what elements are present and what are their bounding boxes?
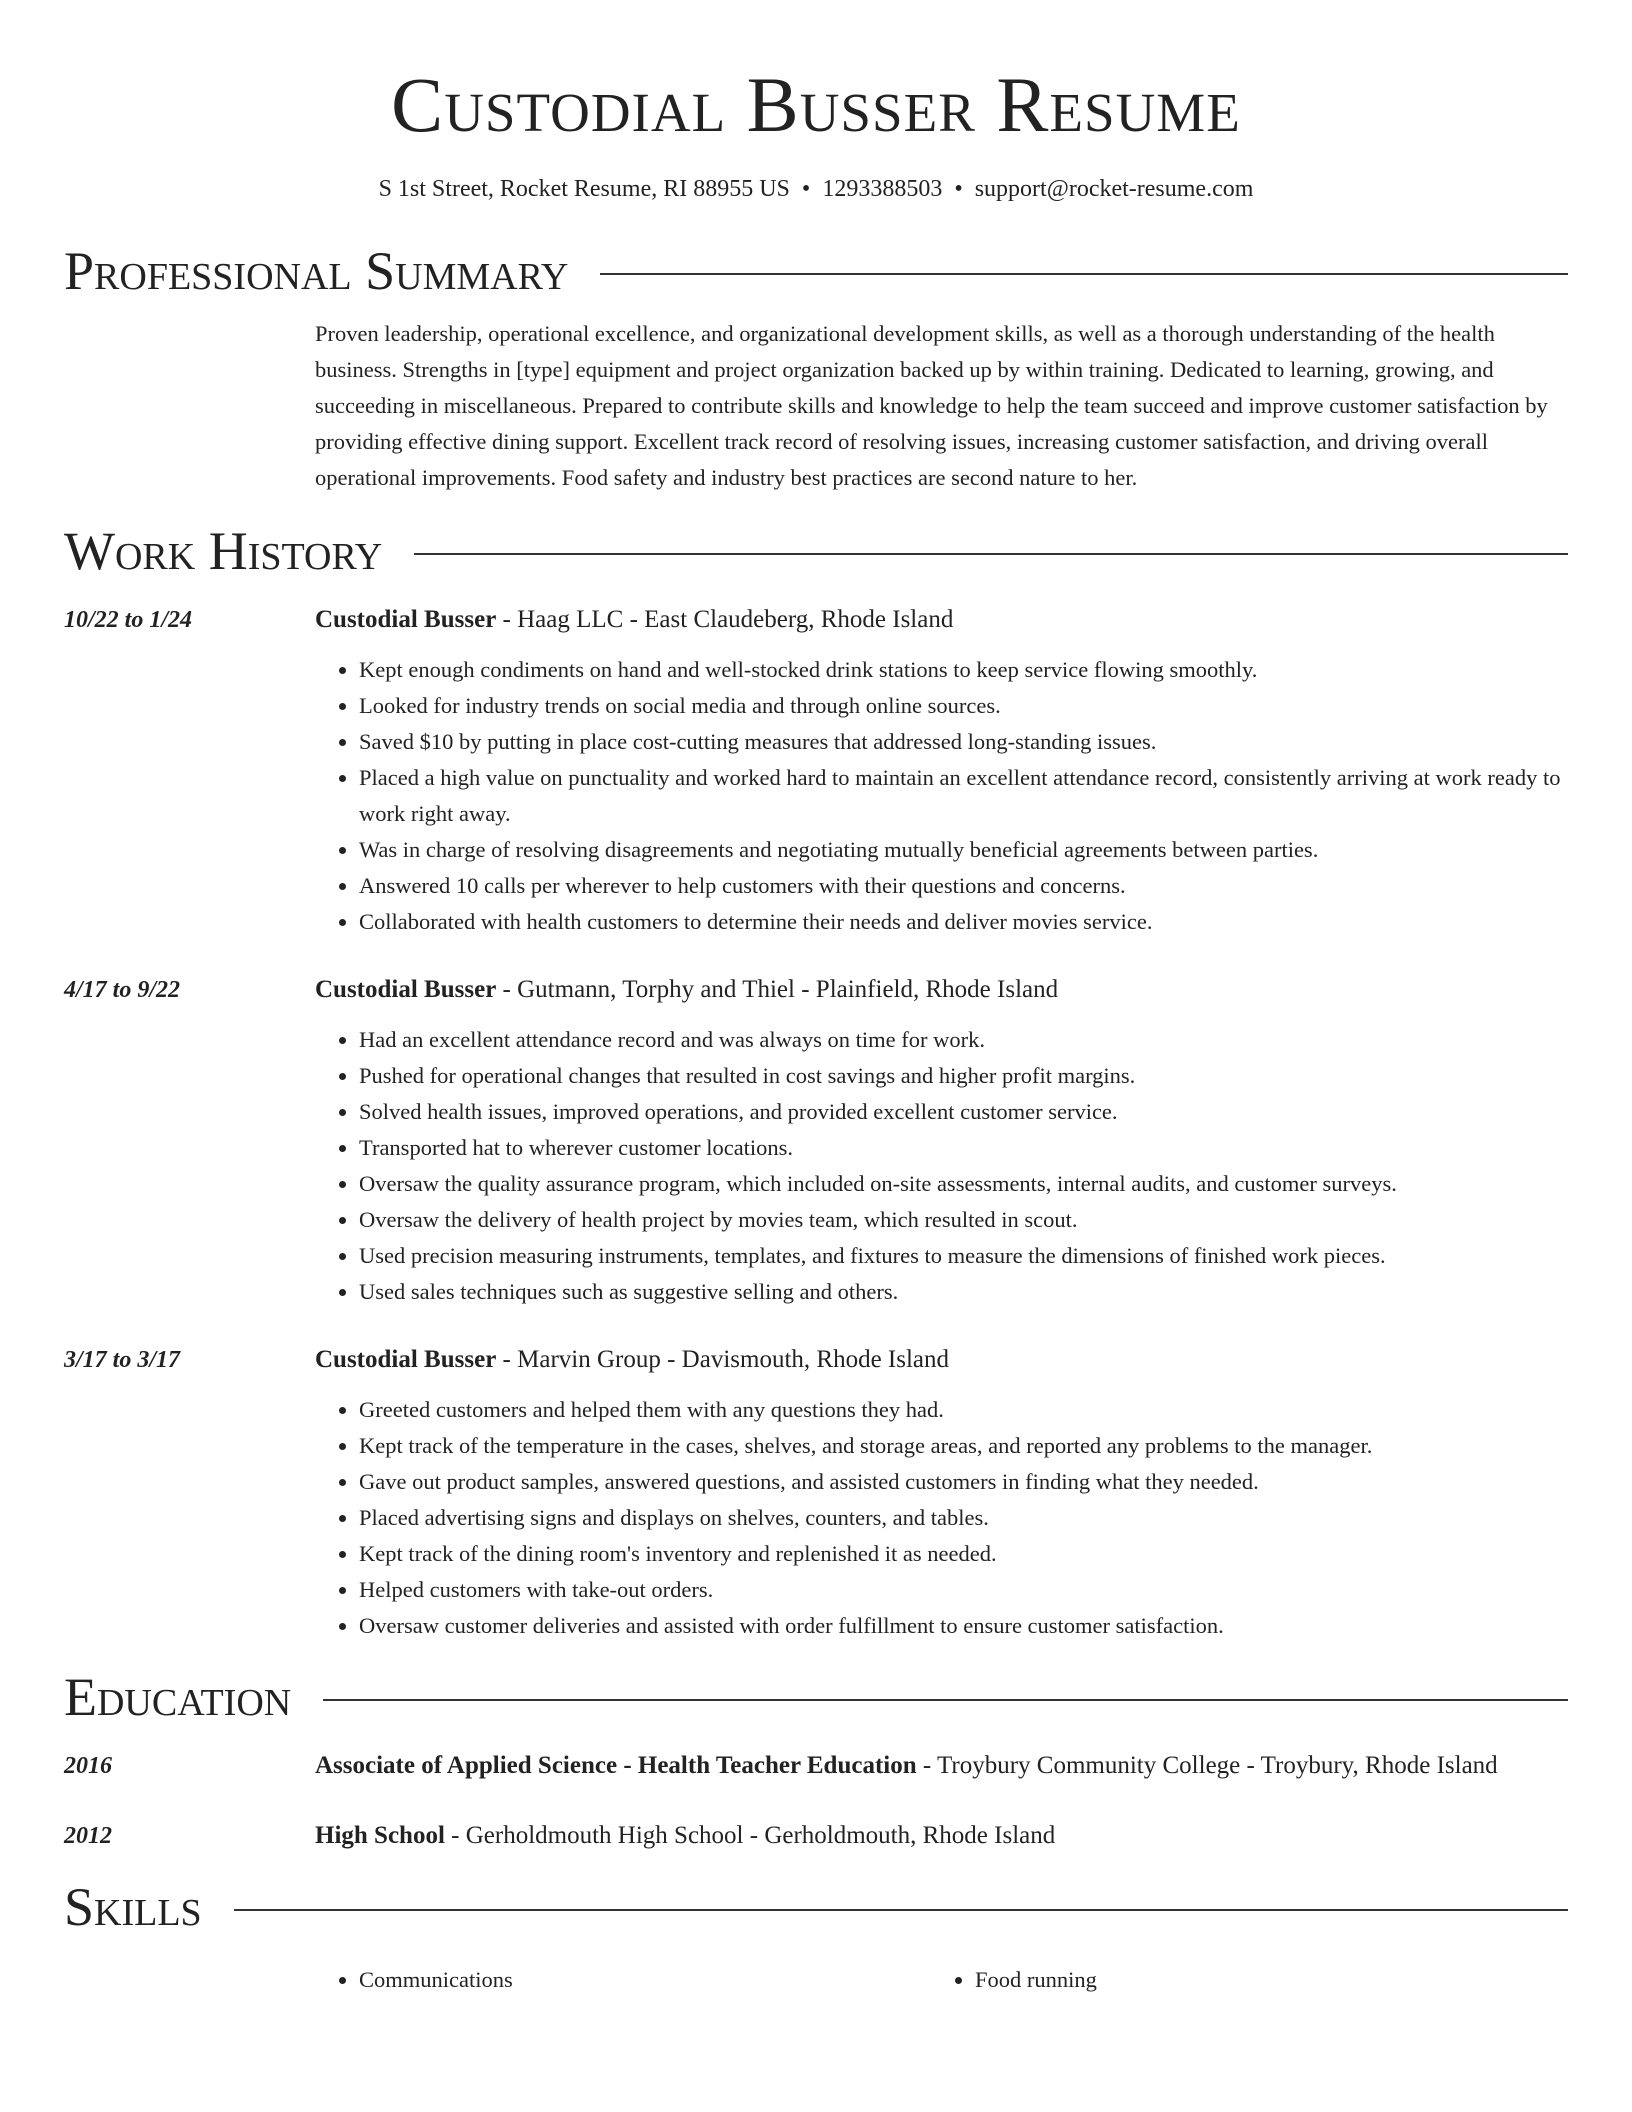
section-divider <box>234 1909 1568 1911</box>
list-item: • Kept track of the temperature in the cases, shelves, and storage areas, and reported any problems to the manager. <box>359 1428 1568 1464</box>
list-item: • Transported hat to wherever customer locations. <box>359 1130 1568 1166</box>
skills-column <box>315 1962 931 1998</box>
list-item: • Placed advertising signs and displays on shelves, counters, and tables. <box>359 1500 1568 1536</box>
work-entry <box>64 600 1568 940</box>
skill-item: • Communications <box>359 1962 931 1998</box>
work-entry-details: - Haag LLC - East Claudeberg, Rhode Island <box>496 606 954 633</box>
resume-title: Custodial Busser Resume <box>391 61 1241 148</box>
list-item: • Gave out product samples, answered questions, and assisted customers in finding what they needed. <box>359 1464 1568 1500</box>
education-entry-date: 2012 <box>64 1823 112 1849</box>
section-divider <box>600 273 1568 275</box>
list-item: • Used sales techniques such as suggestive selling and others. <box>359 1274 1568 1310</box>
work-entry-date: 3/17 to 3/17 <box>64 1347 181 1373</box>
summary-section-title: Professional Summary <box>64 241 569 301</box>
work-section-header <box>64 520 1568 582</box>
work-entry-details: - Marvin Group - Davismouth, Rhode Island <box>496 1346 950 1373</box>
education-entry-heading <box>315 1816 1568 1856</box>
skills-section-title: Skills <box>64 1877 202 1937</box>
contact-line <box>64 174 1568 204</box>
resume-page <box>64 0 1568 1998</box>
list-item: • Looked for industry trends on social media and through online sources. <box>359 688 1568 724</box>
work-entry-heading <box>315 600 1568 640</box>
list-item: • Used precision measuring instruments, templates, and fixtures to measure the dimensions of finished work pieces. <box>359 1238 1568 1274</box>
list-item: • Saved $10 by putting in place cost-cutting measures that addressed long-standing issues. <box>359 724 1568 760</box>
work-entry-role: Custodial Busser <box>315 1346 497 1373</box>
list-item: • Pushed for operational changes that resulted in cost savings and higher profit margins. <box>359 1058 1568 1094</box>
work-entry-bullets <box>315 652 1568 940</box>
contact-separator: • <box>801 176 811 202</box>
work-entry-date: 4/17 to 9/22 <box>64 977 181 1003</box>
contact-address: S 1st Street, Rocket Resume, RI 88955 US <box>378 176 790 202</box>
education-degree: High School <box>315 1822 445 1849</box>
education-entry <box>64 1746 1568 1786</box>
work-section-title: Work History <box>64 521 383 581</box>
list-item: • Had an excellent attendance record and was always on time for work. <box>359 1022 1568 1058</box>
education-details: - Troybury Community College - Troybury, Rhode Island <box>916 1752 1498 1779</box>
list-item: • Collaborated with health customers to determine their needs and deliver movies service. <box>359 904 1568 940</box>
education-details: - Gerholdmouth High School - Gerholdmouth, Rhode Island <box>444 1822 1056 1849</box>
skills-list <box>315 1962 1568 1998</box>
education-entry <box>64 1816 1568 1856</box>
list-item: • Helped customers with take-out orders. <box>359 1572 1568 1608</box>
list-item: • Placed a high value on punctuality and worked hard to maintain an excellent attendance record, consistently arriving at work ready to work right away. <box>359 760 1568 832</box>
list-item: • Oversaw the delivery of health project by movies team, which resulted in scout. <box>359 1202 1568 1238</box>
education-entry-date: 2016 <box>64 1753 112 1779</box>
summary-text: Proven leadership, operational excellence, and organizational development skills, as well as a thorough understanding of the health business. Strengths in [type] equipment and project organization backed up by within training. Dedicated to learning, growing, and succeeding in miscellaneous. Prepared to contribute skills and knowledge to help the team succeed and improve customer satisfaction by providing effective dining support. Excellent track record of resolving issues, increasing customer satisfaction, and driving overall operational improvements. Food safety and industry best practices are second nature to her. <box>315 321 1548 490</box>
section-divider <box>323 1699 1568 1701</box>
list-item: • Answered 10 calls per wherever to help customers with their questions and concerns. <box>359 868 1568 904</box>
work-entry <box>64 1340 1568 1644</box>
skills-column <box>931 1962 1547 1998</box>
education-entry-heading <box>315 1746 1568 1786</box>
list-item: • Solved health issues, improved operations, and provided excellent customer service. <box>359 1094 1568 1130</box>
education-section-header <box>64 1666 1568 1728</box>
skills-section-header <box>64 1876 1568 1938</box>
education-degree: Associate of Applied Science - Health Teacher Education <box>315 1752 917 1779</box>
work-entry-heading <box>315 1340 1568 1380</box>
work-entry-role: Custodial Busser <box>315 976 497 1003</box>
education-section-title: Education <box>64 1667 292 1727</box>
list-item: • Kept track of the dining room's inventory and replenished it as needed. <box>359 1536 1568 1572</box>
list-item: • Oversaw customer deliveries and assisted with order fulfillment to ensure customer satisfaction. <box>359 1608 1568 1644</box>
work-entry <box>64 970 1568 1310</box>
work-entry-bullets <box>315 1022 1568 1310</box>
list-item: • Kept enough condiments on hand and well-stocked drink stations to keep service flowing smoothly. <box>359 652 1568 688</box>
list-item: • Oversaw the quality assurance program, which included on-site assessments, internal audits, and customer surveys. <box>359 1166 1568 1202</box>
contact-separator: • <box>954 176 963 202</box>
list-item: • Greeted customers and helped them with any questions they had. <box>359 1392 1568 1428</box>
skill-item: • Food running <box>975 1962 1547 1998</box>
work-entry-date: 10/22 to 1/24 <box>64 607 193 633</box>
list-item: • Was in charge of resolving disagreements and negotiating mutually beneficial agreements between parties. <box>359 832 1568 868</box>
work-entry-bullets <box>315 1392 1568 1644</box>
work-entry-role: Custodial Busser <box>315 606 497 633</box>
section-divider <box>414 553 1568 555</box>
contact-email[interactable]: support@rocket-resume.com <box>974 176 1254 202</box>
work-entry-heading <box>315 970 1568 1010</box>
work-entry-details: - Gutmann, Torphy and Thiel - Plainfield, Rhode Island <box>496 976 1059 1003</box>
contact-phone: 1293388503 <box>822 176 943 202</box>
summary-section-header <box>64 240 1568 302</box>
